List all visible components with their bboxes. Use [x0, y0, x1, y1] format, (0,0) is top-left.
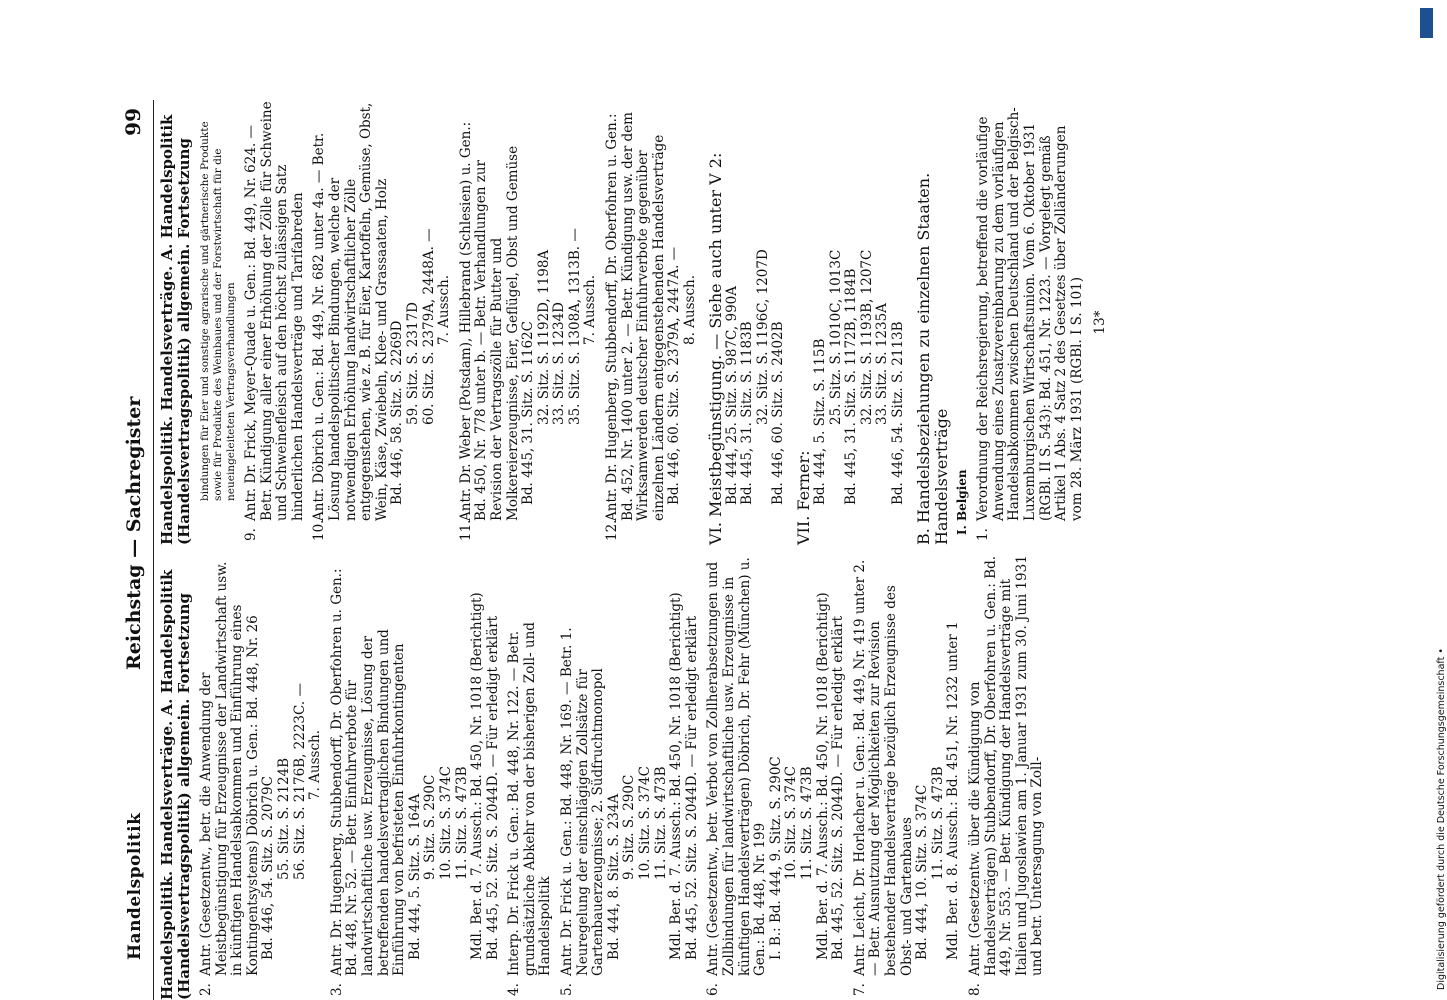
- register-entry: [507, 555, 554, 1000]
- volume-reference: Bd. 445, 52. Sitz. S. 2044D. — Für erledigt erklärt: [484, 615, 501, 960]
- rotated-page: [117, 100, 1309, 1000]
- volume-reference: Bd. 444, 5. Sitz. S. 115B: [812, 338, 828, 505]
- register-entry: [199, 555, 261, 1000]
- section-vi-heading: VI. Meistbegünstigung. — Siehe auch unter V 2:: [705, 152, 725, 545]
- volume-reference: 56. Sitz. S. 2176B, 2223C. —: [291, 683, 308, 880]
- entry-number: 3.: [328, 983, 345, 996]
- header-left: Handelspolitik: [125, 812, 145, 960]
- entry-number: 1.: [975, 528, 992, 541]
- volume-reference: 7. Aussch.: [436, 274, 453, 345]
- dfg-logo: [1420, 8, 1443, 38]
- volume-reference: 32. Sitz. S. 1193B, 1207C: [858, 249, 875, 425]
- volume-reference: 55. Sitz. S. 2124B: [275, 757, 292, 880]
- volume-reference: Mdl. Ber. d. 7. Aussch.: Bd. 450, Nr. 1018 (Berichtigt): [814, 592, 831, 960]
- volume-reference: 33. Sitz. S. 1234D: [551, 302, 568, 425]
- volume-reference: Bd. 445, 31. Sitz. S. 1183B: [739, 321, 756, 505]
- volume-reference: 59. Sitz. S. 2317D: [404, 302, 421, 425]
- volume-reference: Bd. 446, 54. Sitz. S. 2113B: [889, 321, 906, 505]
- entry-text: Antr. Dr. Weber (Potsdam), Hillebrand (Schlesien) u. Gen.: Bd. 450, Nr. 778 unter b. — Betr. Verhandlungen zur Revision der Vertragszölle für Butter und Molkereierzeugnisse, Eier, Geflügel, Obst und Gemüse: [457, 121, 521, 521]
- volume-reference: 9. Sitz. S. 290C: [621, 774, 638, 880]
- volume-reference: Bd. 444, 8. Sitz. S. 234A: [605, 793, 622, 960]
- left-column: [159, 555, 1046, 1000]
- right-column-title: Handelspolitik. Handelsverträge. A. Handelspolitik (Handelsvertragspolitik) allgemein. Fortsetzung: [158, 114, 193, 545]
- entry-text: Antr. (Gesetzentw. über die Kündigung von Handelsverträgen) Stubbendorff, Dr. Oberfohren u. Gen.: Bd. 449, Nr. 553. — Betr. Kündigung der Handelsverträge mit Italien und Jugoslawien am 1. Januar 1931 zum 30. Juni 1931 und betr. Untersagung von Zoll-: [966, 555, 1046, 976]
- volume-reference: 25. Sitz. S. 1010C, 1013C: [827, 249, 844, 425]
- left-entries: [199, 555, 1046, 1000]
- register-entry: [312, 100, 390, 545]
- volume-reference: 7. Aussch.: [582, 274, 599, 345]
- section-vi-refs: [725, 100, 787, 545]
- entry-text: Antr. Döbrich u. Gen.: Bd. 449, Nr. 682 unter 4a. — Betr. Lösung handelspolitischer Bindungen, welche der notwendigen Erhöhung landwirtschaftlicher Zölle entgegenstehen, wie z. B. für Eier, Kartoffeln, Gemüse, Obst, Wein, Käse, Zwiebeln, Klee- und Grassaaten, Holz: [311, 102, 390, 521]
- continuation-text: bindungen für Eier und sonstige agrarische und gärtnerische Produkte sowie für Produkte des Weinbaues und der Forstwirtschaft für die neueingeleiteten Vertragsverhandlungen: [199, 121, 237, 501]
- volume-reference: 10. Sitz. S. 374C: [783, 766, 800, 880]
- entry-number: 2.: [198, 983, 214, 996]
- entry-number: 9.: [243, 528, 259, 541]
- volume-reference: Mdl. Ber. d. 7. Aussch.: Bd. 450, Nr. 1018 (Berichtigt): [668, 592, 685, 960]
- volume-reference: Bd. 444, 10. Sitz. S. 374C: [914, 784, 931, 960]
- page-number: 99: [121, 108, 145, 136]
- volume-reference: 7. Aussch.: [307, 729, 324, 800]
- volume-reference: Bd. 445, 31. Sitz. S. 1172B, 1184B: [843, 268, 860, 505]
- entry-text: Antr. Dr. Frick, Meyer-Quade u. Gen.: Bd. 449, Nr. 624. — Betr. Kündigung aller einer Erhöhung der Zölle für Schweine und Schweinefleisch auf den höchst zulässigen Satz hinderlichen Handelsverträge und Tarifabreden: [243, 101, 306, 521]
- page-header: [117, 100, 154, 1000]
- signature-mark: 13*: [1092, 310, 1109, 335]
- volume-reference: Bd. 446, 60. Sitz. S. 2379A, 2447A. —: [666, 246, 683, 505]
- header-title: Reichstag — Sachregister: [123, 396, 145, 670]
- volume-reference: Bd. 445, 52. Sitz. S. 2044D. — Für erledigt erklärt: [830, 615, 847, 960]
- entry-text: Antr. Dr. Hugenberg, Stubbendorff, Dr. Oberfohren u. Gen.: Bd. 448, Nr. 52. — Betr. Einfuhrverbote für landwirtschaftliche usw. Erzeugnisse, Lösung der betreffenden handelsvertraglichen Bindungen und Einführung von befristeten Einfuhrkontingenten: [328, 568, 408, 976]
- volume-reference: 10. Sitz. S. 374C: [637, 766, 654, 880]
- right-column: [159, 100, 1109, 545]
- volume-reference: 11. Sitz. S. 473B: [798, 766, 815, 880]
- volume-reference: Mdl. Ber. d. 8. Aussch.: Bd. 451, Nr. 1232 unter 1: [945, 621, 962, 960]
- volume-reference: 32. Sitz. S. 1192D, 1198A: [535, 249, 552, 425]
- volume-reference: Bd. 445, 31. Sitz. S. 1162C: [520, 321, 537, 505]
- volume-reference: 9. Sitz. S. 290C: [422, 774, 439, 880]
- section-vii-heading: VII. Ferner:: [794, 450, 813, 545]
- register-entry: [560, 555, 607, 1000]
- register-entry: [706, 555, 768, 1000]
- entry-number: 10.: [311, 519, 328, 541]
- volume-reference: Bd. 444, 25. Sitz. S. 987C, 990A: [723, 285, 740, 505]
- entry-text: Antr. (Gesetzentw., betr. die Anwendung der Meistbegünstigung für Erzeugnisse der Landwirtschaft usw. in künftigen Handelsabkommen und Einführung eines Kontingentsystems) Döbrich u. Gen.: Bd. 448, Nr. 26: [198, 561, 261, 976]
- section-b-heading: B. Handelsbeziehungen zu einzelnen Staaten. Handelsverträge: [913, 172, 951, 545]
- dfg-logo-text: DFG: [1434, 19, 1443, 38]
- entry-number: 11.: [457, 519, 474, 541]
- entry-number: 6.: [705, 983, 722, 996]
- volume-reference: Bd. 446, 54. Sitz. S. 2079C: [260, 776, 277, 960]
- section-b-entry: [976, 100, 1085, 545]
- volume-reference: Bd. 445, 52. Sitz. S. 2044D. — Für erledigt erklärt: [683, 615, 700, 960]
- volume-reference: 33. Sitz. S. 1235A: [874, 303, 891, 425]
- volume-reference: 11. Sitz. S. 473B: [453, 766, 470, 880]
- entry-text: Antr. Leicht, Dr. Horlacher u. Gen.: Bd. 449, Nr. 419 unter 2. — Betr. Ausnutzung der Möglichkeiten zur Revision bestehender Handelsverträge bezüglich Erzeugnisse des Obst- und Gartenbaues: [851, 559, 915, 976]
- entry-number: 7.: [851, 983, 868, 996]
- register-entry: [244, 100, 306, 545]
- volume-reference: 60. Sitz. S. 2379A, 2448A. —: [420, 228, 437, 425]
- entry-number: 4.: [506, 983, 523, 996]
- entry-text: Verordnung der Reichsregierung, betreffend die vorläufige Anwendung eines Zusatzvereinbarung zu dem vorläufigen Handelsabkommen zwischen Deutschland und der Belgisch-Luxemburgischen Wirtschaftsunion. Vom 6. Oktober 1931 (RGBl. II S. 543): Bd. 451, Nr. 1223. — Vorgelegt gemäß Artikel 1 Abs. 4 Satz 2 des Gesetzes über Zolländerungen vom 28. März 1931 (RGBl. I S. 101): [975, 107, 1085, 521]
- volume-reference: 35. Sitz. S. 1308A, 1313B. —: [566, 228, 583, 425]
- register-entry: [968, 555, 1046, 1000]
- right-entries: [244, 100, 699, 545]
- entry-number: 12.: [604, 519, 621, 541]
- entry-number: 5.: [559, 983, 576, 996]
- left-column-title: Handelspolitik. Handelsverträge. A. Handelspolitik (Handelsvertragspolitik) allgemein. Fortsetzung: [158, 569, 193, 1000]
- register-entry: [459, 100, 521, 545]
- volume-reference: Bd. 446, 58. Sitz. S. 2269D: [389, 320, 406, 505]
- register-entry: [853, 555, 915, 1000]
- entry-text: Antr. Dr. Hugenberg, Stubbendorff, Dr. Oberfohren u. Gen.: Bd. 452, Nr. 1400 unter 2. — Betr. Kündigung usw. der dem Wirksamwerden deutscher Einfuhrverbote gegenüber einzelnen Ländern entgegenstehenden Handelsverträge: [604, 112, 667, 521]
- volume-reference: Bd. 446, 60. Sitz. S. 2402B: [770, 321, 787, 505]
- entry-number: 8.: [966, 983, 983, 996]
- section-vii-refs: [813, 100, 907, 545]
- volume-reference: 8. Aussch.: [682, 274, 699, 345]
- volume-reference: Bd. 444, 5. Sitz. S. 164A: [406, 793, 423, 960]
- volume-reference: 11. Sitz. S. 473B: [652, 766, 669, 880]
- volume-reference: 11. Sitz. S. 473B: [929, 766, 946, 880]
- section-b-subheading: I. Belgien: [954, 469, 969, 535]
- volume-reference: 10. Sitz. S. 374C: [437, 766, 454, 880]
- register-entry: [605, 100, 667, 545]
- digitization-notice: Digitalisierung gefördert durch die Deutsche Forschungsgemeinschaft •: [1436, 648, 1447, 990]
- volume-reference: 32. Sitz. S. 1196C, 1207D: [754, 249, 771, 425]
- entry-text: Antr. (Gesetzentw., betr. Verbot von Zollherabsetzungen und Zollbindungen für landwirtschaftliche usw. Erzeugnisse in künftigen Handelsverträgen) Döbrich, Dr. Fehr (München) u. Gen.: Bd. 448, Nr. 199: [705, 557, 769, 976]
- volume-reference: I. B.: Bd. 444, 9. Sitz. S. 290C: [767, 756, 784, 960]
- volume-reference: Mdl. Ber. d. 7. Aussch.: Bd. 450, Nr. 1018 (Berichtigt): [469, 592, 486, 960]
- register-entry: [330, 555, 408, 1000]
- entry-text: Interp. Dr. Frick u. Gen.: Bd. 448, Nr. 122. — Betr. grundsätzliche Abkehr von der bisherigen Zoll- und Handelspolitik: [506, 622, 554, 976]
- entry-text: Antr. Dr. Frick u. Gen.: Bd. 448, Nr. 169. — Betr. 1. Neuregelung der einschlägigen Zollsätze für Gartenbauerzeugnisse; 2. Südfruchtmonopol: [559, 627, 607, 976]
